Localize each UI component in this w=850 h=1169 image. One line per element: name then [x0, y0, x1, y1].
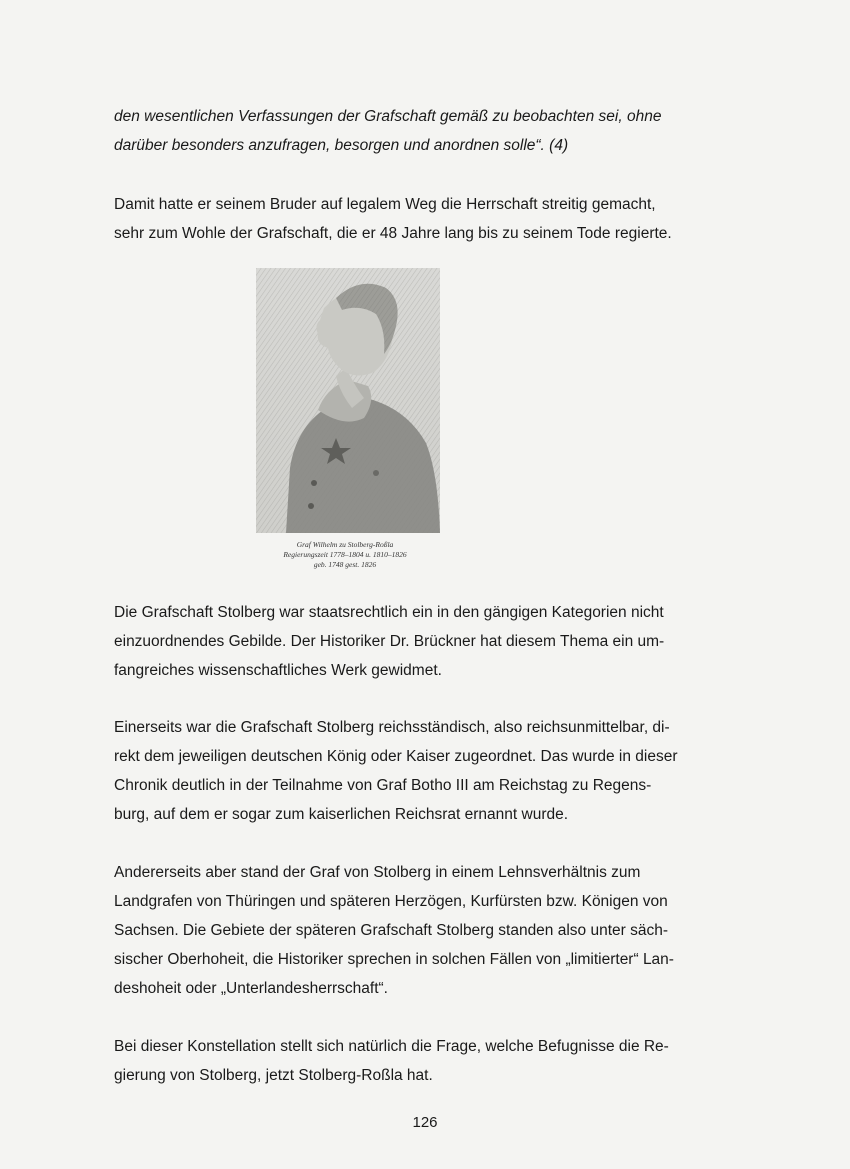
caption-name: Graf Wilhelm zu Stolberg-Roßla [296, 540, 394, 549]
caption-dates: geb. 1748 gest. 1826 [313, 560, 377, 569]
paragraph-2: Die Grafschaft Stolberg war staatsrechtlich ein in den gängigen Kategorien nicht einzuordnendes Gebilde. Der Historiker Dr. Brückner hat diesem Thema ein um- fangreiches wissenschaftliches Werk gewidmet. [114, 604, 665, 679]
page-number: 126 [412, 1114, 438, 1131]
figure-caption [230, 540, 460, 570]
paragraph-4: Andererseits aber stand der Graf von Stolberg in einem Lehnsverhältnis zum Landgrafen von Thüringen und späteren Herzögen, Kurfürsten bzw. Königen von Sachsen. Die Gebiete der späteren Grafschaft Stolberg standen also unter säch- sischer Oberhoheit, die Historiker sprechen in solchen Fällen von „limitierter“ Lan- deshoheit oder „Unterlandesherrschaft“. [114, 864, 674, 997]
paragraph-3: Einerseits war die Grafschaft Stolberg reichsständisch, also reichsunmittelbar, di- rekt dem jeweiligen deutschen König oder Kaiser zugeordnet. Das wurde in dieser Chronik deutlich in der Teilnahme von Graf Botho III am Reichstag zu Regens- burg, auf dem er sogar zum kaiserlichen Reichsrat ernannt wurde. [114, 719, 678, 823]
paragraph-1: Damit hatte er seinem Bruder auf legalem Weg die Herrschaft streitig gemacht, sehr zum Wohle der Grafschaft, die er 48 Jahre lang bis zu seinem Tode regierte. [114, 196, 672, 242]
portrait-image [256, 268, 440, 533]
quote-continuation: den wesentlichen Verfassungen der Grafschaft gemäß zu beobachten sei, ohne darüber besonders anzufragen, besorgen und anordnen solle“. (4) [114, 108, 662, 154]
paragraph-5: Bei dieser Konstellation stellt sich natürlich die Frage, welche Befugnisse die Re- gierung von Stolberg, jetzt Stolberg-Roßla hat. [114, 1038, 669, 1084]
caption-reign: Regierungszeit 1778–1804 u. 1810–1826 [283, 550, 407, 559]
